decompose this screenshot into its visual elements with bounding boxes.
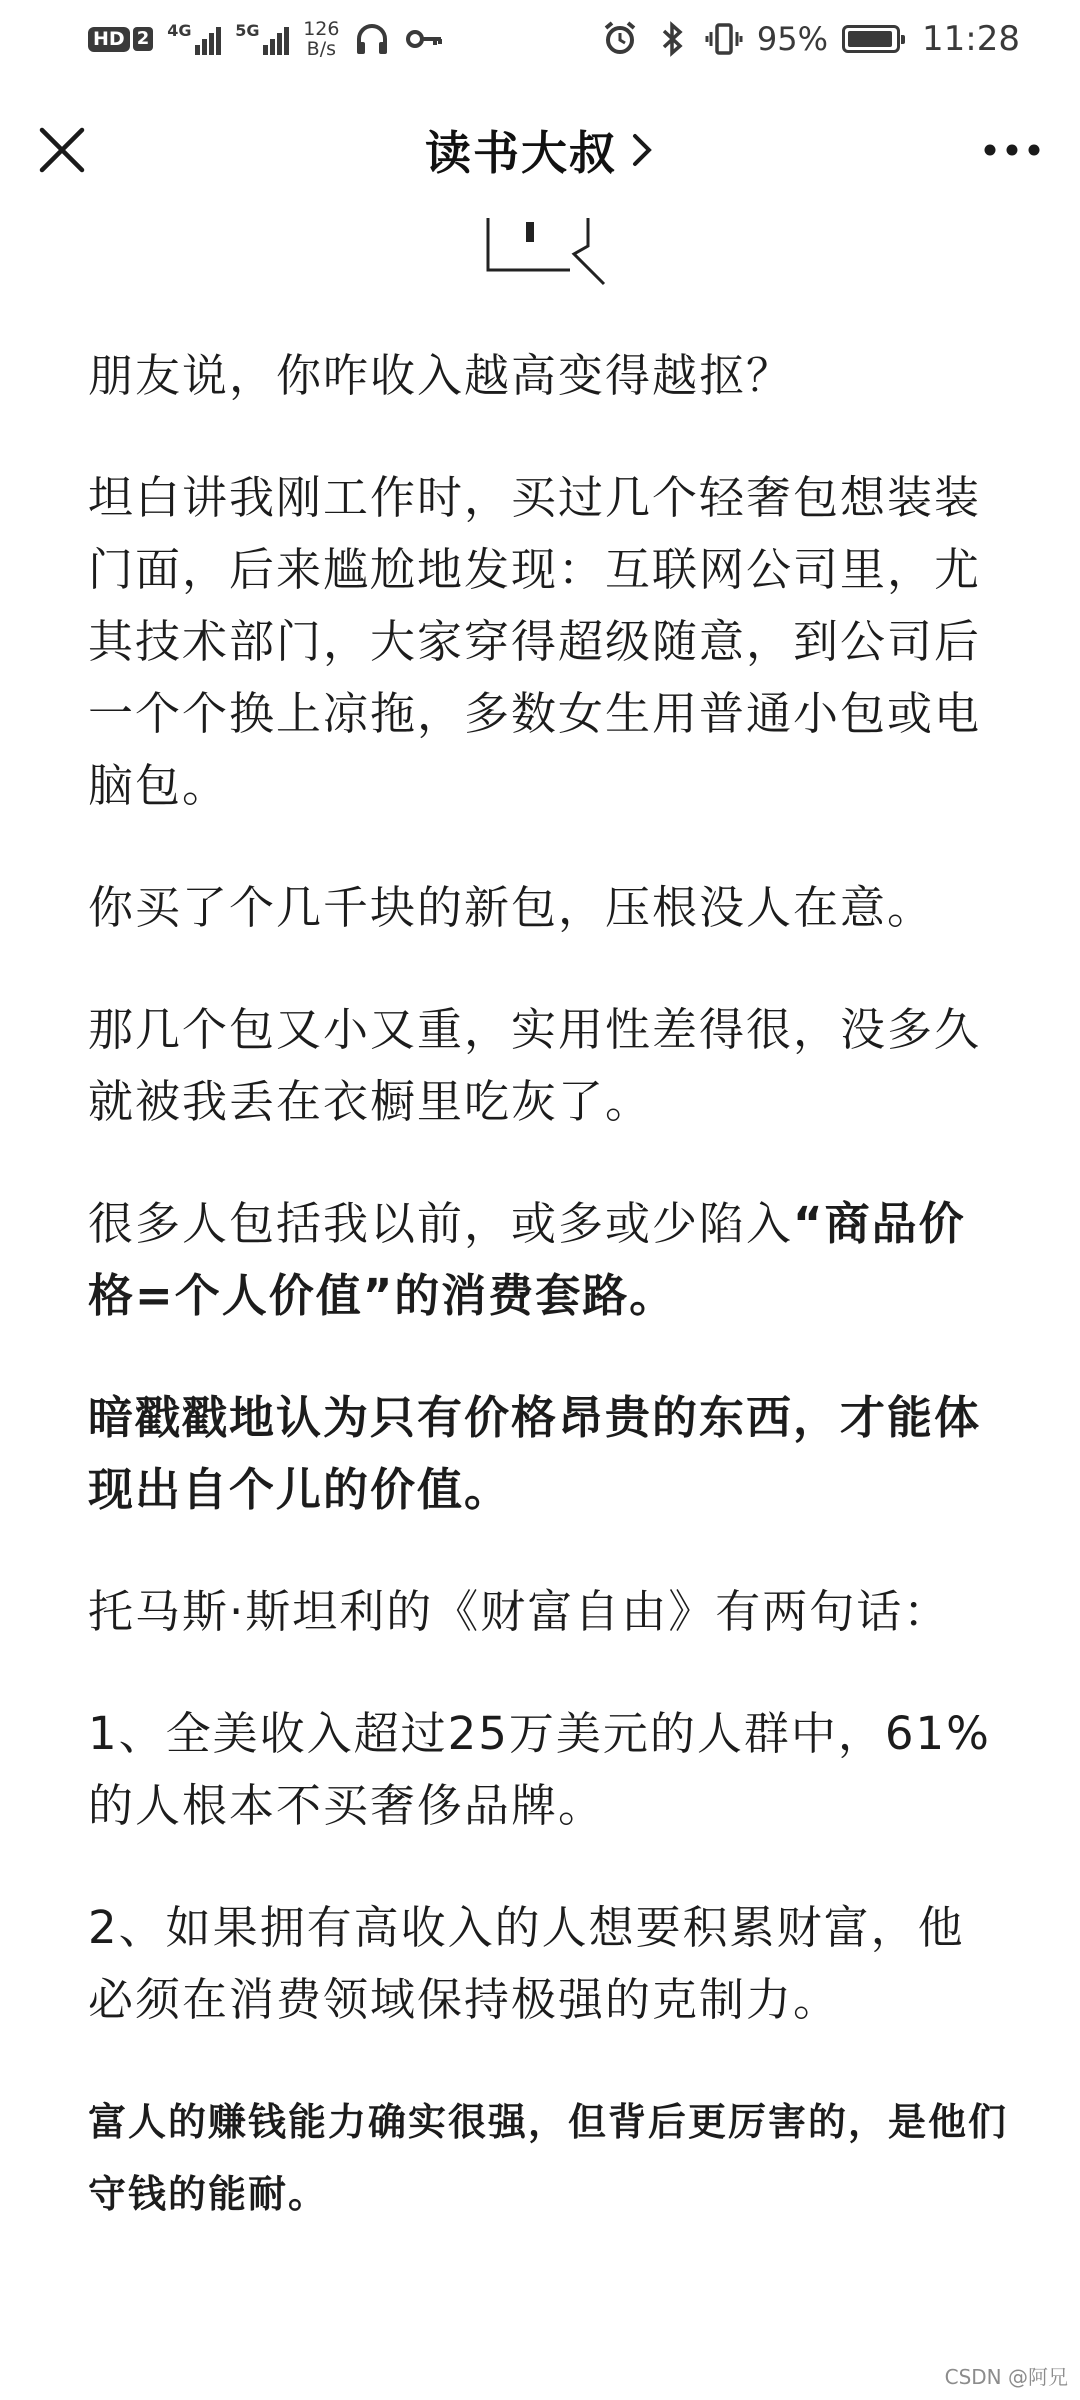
paragraph-6: 暗戳戳地认为只有价格昂贵的东西，才能体现出自个儿的价值。 xyxy=(88,1391,982,1516)
watermark: CSDN @阿兄 xyxy=(944,2365,1068,2389)
signal-sim2-icon xyxy=(235,23,289,55)
paragraph-5-highlight: “商品价格=个人价值” xyxy=(88,1197,966,1322)
account-title-link[interactable] xyxy=(425,117,655,183)
nav-bar xyxy=(0,80,1080,220)
more-icon[interactable] xyxy=(980,136,1044,164)
paragraph-5-text: 很多人包括我以前，或多或少陷入 xyxy=(88,1197,794,1250)
close-icon[interactable] xyxy=(34,122,90,178)
status-left xyxy=(88,19,443,59)
alarm-icon xyxy=(601,20,639,58)
sim2-network-type: 5G xyxy=(235,21,260,40)
paragraph-1: 朋友说，你咋收入越高变得越抠？ xyxy=(88,349,794,402)
network-speed-value: 126 xyxy=(303,18,340,40)
headphones-icon xyxy=(353,20,391,58)
paragraph-3: 你买了个几千块的新包，压根没人在意。 xyxy=(88,881,935,934)
paragraph-5 xyxy=(88,1188,1008,1332)
paragraph-10: 富人的赚钱能力确实很强，但背后更厉害的，是他们守钱的能耐。 xyxy=(88,2100,1009,2216)
key-icon xyxy=(405,20,443,58)
paragraph-9: 2、如果拥有高收入的人想要积累财富，他必须在消费领域保持极强的克制力。 xyxy=(88,1901,965,2026)
sim1-network-type: 4G xyxy=(167,21,192,40)
paragraph-8: 1、全美收入超过25万美元的人群中，61%的人根本不买奢侈品牌。 xyxy=(88,1707,991,1832)
paragraph-2: 坦白讲我刚工作时，买过几个轻奢包想装装门面，后来尴尬地发现：互联网公司里，尤其技术部门，大家穿得超级随意，到公司后一个个换上凉拖，多数女生用普通小包或电脑包。 xyxy=(88,471,982,812)
chevron-right-icon xyxy=(629,130,655,170)
vibrate-icon xyxy=(705,20,743,58)
battery-percent: 95% xyxy=(756,20,829,58)
network-speed-unit: B/s xyxy=(306,38,337,60)
network-speed xyxy=(303,19,339,59)
paragraph-4: 那几个包又小又重，实用性差得很，没多久就被我丢在衣橱里吃灰了。 xyxy=(88,1003,982,1128)
paragraph-7: 托马斯·斯坦利的《财富自由》有两句话： xyxy=(88,1585,951,1638)
paragraph-5-end: 的消费套路。 xyxy=(394,1269,677,1322)
clock: 11:28 xyxy=(922,19,1020,59)
signal-sim1-icon xyxy=(167,23,221,55)
hd-volte-icon xyxy=(88,27,153,52)
bluetooth-icon xyxy=(653,20,691,58)
hd-label: HD xyxy=(88,27,130,52)
article-image-fragment xyxy=(470,218,610,288)
battery-icon xyxy=(842,25,900,53)
page-title: 读书大叔 xyxy=(425,126,617,180)
hd-number: 2 xyxy=(133,27,154,51)
article-body xyxy=(88,340,1008,2280)
status-right xyxy=(601,19,1020,59)
status-bar xyxy=(0,0,1080,78)
